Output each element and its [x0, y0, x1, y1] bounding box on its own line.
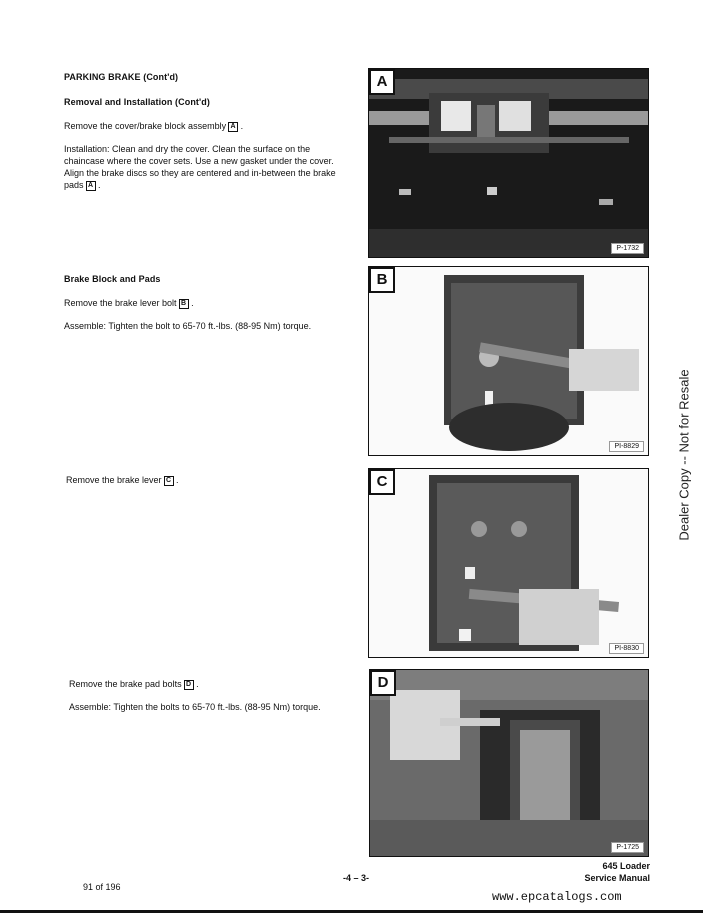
photo-c: [368, 468, 649, 658]
photo-b-label: B: [369, 267, 395, 293]
step-assemble-bolt: Assemble: Tighten the bolt to 65-70 ft.-lbs. (88-95 Nm) torque.: [64, 321, 312, 331]
section-subtitle: Removal and Installation (Cont'd): [64, 97, 210, 107]
ref-badge-a: A: [228, 122, 238, 132]
step-remove-lever-bolt-text: Remove the brake lever bolt: [64, 298, 177, 308]
step-assemble-bolts: Assemble: Tighten the bolts to 65-70 ft.-lbs. (88-95 Nm) torque.: [69, 702, 321, 712]
ref-badge-d: D: [184, 680, 194, 690]
photo-d-code: P-1725: [611, 842, 644, 853]
step-remove-pad-bolts-text: Remove the brake pad bolts: [69, 679, 182, 689]
section-title: PARKING BRAKE (Cont'd): [64, 72, 179, 82]
step-remove-lever: Remove the brake lever C .: [66, 475, 179, 485]
ref-badge-c: C: [164, 476, 174, 486]
ref-badge-a2: A: [86, 181, 96, 191]
step-remove-pad-bolts: Remove the brake pad bolts D .: [69, 679, 199, 689]
step-remove-cover: Remove the cover/brake block assembly A .: [64, 121, 244, 131]
photo-c-label: C: [369, 469, 395, 495]
photo-d-label: D: [370, 670, 396, 696]
brake-block-heading: Brake Block and Pads: [64, 274, 161, 284]
ref-badge-b: B: [179, 299, 189, 309]
step-remove-lever-bolt: Remove the brake lever bolt B .: [64, 298, 194, 308]
page-count: 91 of 196: [83, 882, 121, 892]
photo-b: [368, 266, 649, 456]
step-installation: Installation: Clean and dry the cover. Clean the surface on the chaincase where the cover sets. Use a new gasket under the cover. Align the brake discs so they are centered and in-between the brake pads A .: [64, 144, 336, 190]
step-remove-cover-text: Remove the cover/brake block assembly: [64, 121, 227, 131]
footer-model: 645 Loader: [602, 861, 650, 871]
photo-a: [368, 68, 649, 258]
step-remove-lever-text: Remove the brake lever: [66, 475, 162, 485]
photo-b-image: [369, 267, 648, 455]
photo-a-image: [369, 69, 648, 257]
photo-c-code: PI-8830: [609, 643, 644, 654]
photo-d-image: [370, 670, 648, 856]
photo-c-image: [369, 469, 648, 657]
photo-d: [369, 669, 649, 857]
photo-a-label: A: [369, 69, 395, 95]
footer-manual: Service Manual: [584, 873, 650, 883]
photo-b-code: PI-8829: [609, 441, 644, 452]
step-installation-text: Installation: Clean and dry the cover. Clean the surface on the chaincase where the cover sets. Use a new gasket under the cover. Align the brake discs so they are centered and in-between the brake pads: [64, 144, 336, 190]
photo-a-code: P-1732: [611, 243, 644, 254]
page-number: -4 – 3-: [343, 873, 370, 883]
dealer-copy-watermark: Dealer Copy -- Not for Resale: [676, 369, 692, 541]
footer-website-link[interactable]: www.epcatalogs.com: [492, 890, 622, 904]
